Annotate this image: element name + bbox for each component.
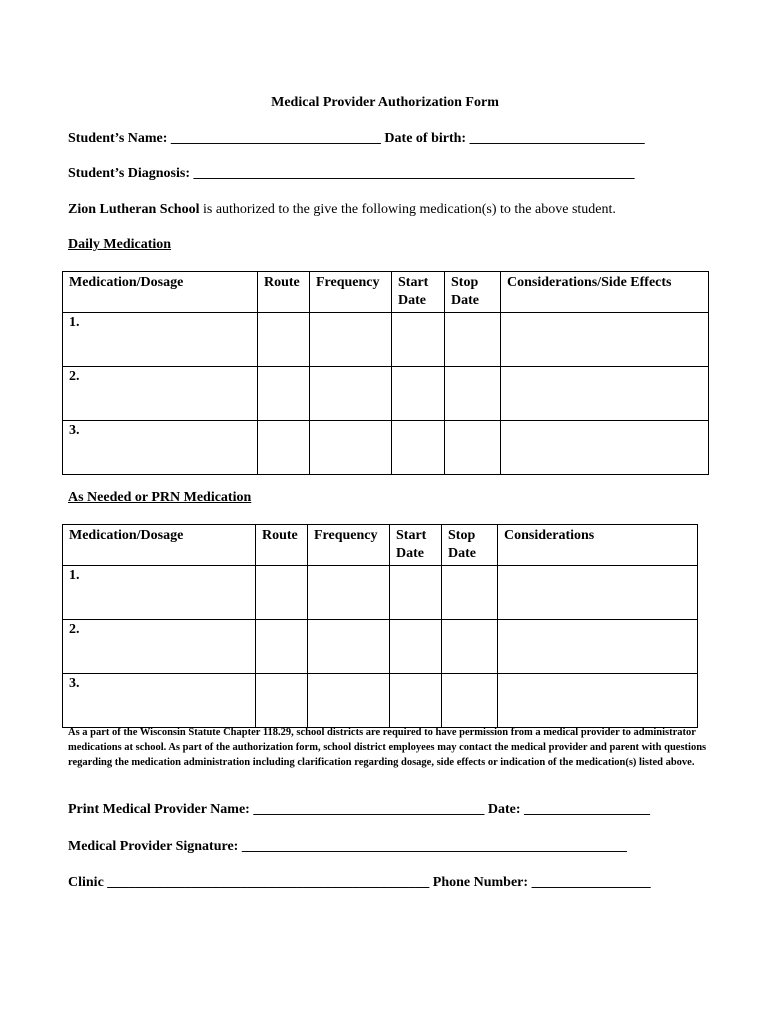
table-row [63, 367, 709, 421]
frequency-cell[interactable] [308, 566, 390, 620]
medication-cell[interactable]: 1. [63, 566, 256, 620]
start-date-cell[interactable] [392, 313, 445, 367]
provider-name-row [68, 802, 650, 818]
stop-date-cell[interactable] [442, 566, 498, 620]
frequency-cell[interactable] [308, 674, 390, 728]
prn-medication-table [62, 524, 698, 728]
table-row [63, 674, 698, 728]
authorization-statement [68, 202, 616, 218]
authorization-text: is authorized to the give the following medication(s) to the above student. [199, 202, 616, 217]
student-name-field[interactable]: ______________________________ [170, 131, 381, 146]
frequency-cell[interactable] [308, 620, 390, 674]
route-cell[interactable] [258, 421, 310, 475]
clinic-field[interactable]: ______________________________________________ [107, 875, 430, 890]
clinic-row [68, 875, 651, 891]
student-name-label: Student’s Name: [68, 131, 168, 146]
route-cell[interactable] [256, 566, 308, 620]
provider-signature-row [68, 839, 627, 855]
start-date-cell[interactable] [390, 566, 442, 620]
daily-medication-heading: Daily Medication [68, 237, 172, 252]
col-route: Route [256, 525, 308, 566]
signature-label: Medical Provider Signature: [68, 839, 239, 854]
medication-cell[interactable]: 2. [63, 367, 258, 421]
phone-field[interactable]: _________________ [531, 875, 651, 890]
frequency-cell[interactable] [310, 421, 392, 475]
start-date-cell[interactable] [390, 620, 442, 674]
considerations-cell[interactable] [501, 421, 709, 475]
table-row [63, 421, 709, 475]
table-row [63, 313, 709, 367]
considerations-cell[interactable] [498, 620, 698, 674]
route-cell[interactable] [256, 620, 308, 674]
route-cell[interactable] [258, 367, 310, 421]
route-cell[interactable] [256, 674, 308, 728]
provider-name-field[interactable]: _________________________________ [253, 802, 485, 817]
dob-field[interactable]: _________________________ [469, 131, 645, 146]
clinic-label: Clinic [68, 875, 104, 890]
form-title: Medical Provider Authorization Form [271, 95, 499, 110]
start-date-cell[interactable] [390, 674, 442, 728]
frequency-cell[interactable] [310, 313, 392, 367]
col-stop-date: Stop Date [445, 272, 501, 313]
medication-cell[interactable]: 3. [63, 674, 256, 728]
table-header-row [63, 525, 698, 566]
start-date-cell[interactable] [392, 367, 445, 421]
medication-cell[interactable]: 1. [63, 313, 258, 367]
statute-notice: As a part of the Wisconsin Statute Chapter 118.29, school districts are required to have permission from a medical provider to administrator medications at school. As part of the authorization form, school district employees may contact the medical provider and parent with questions regarding the medication administration including clarification regarding dosage, side effects or indication of the medication(s) listed above. [68, 727, 707, 768]
medication-cell[interactable]: 3. [63, 421, 258, 475]
table-row [63, 566, 698, 620]
date-field[interactable]: __________________ [523, 802, 650, 817]
frequency-cell[interactable] [310, 367, 392, 421]
diagnosis-label: Student’s Diagnosis: [68, 166, 191, 181]
col-stop-date: Stop Date [442, 525, 498, 566]
col-frequency: Frequency [310, 272, 392, 313]
student-name-row [68, 131, 645, 147]
route-cell[interactable] [258, 313, 310, 367]
daily-medication-table [62, 271, 709, 475]
col-start-date: Start Date [390, 525, 442, 566]
diagnosis-row [68, 166, 635, 182]
col-medication-dosage: Medication/Dosage [63, 272, 258, 313]
considerations-cell[interactable] [498, 674, 698, 728]
stop-date-cell[interactable] [442, 674, 498, 728]
stop-date-cell[interactable] [445, 313, 501, 367]
school-name: Zion Lutheran School [68, 202, 200, 217]
dob-label: Date of birth: [384, 131, 467, 146]
medication-cell[interactable]: 2. [63, 620, 256, 674]
provider-name-label: Print Medical Provider Name: [68, 802, 250, 817]
stop-date-cell[interactable] [445, 367, 501, 421]
col-frequency: Frequency [308, 525, 390, 566]
signature-field[interactable]: _______________________________________________________ [241, 839, 627, 854]
col-route: Route [258, 272, 310, 313]
stop-date-cell[interactable] [445, 421, 501, 475]
diagnosis-field[interactable]: _______________________________________________________________ [193, 166, 635, 181]
stop-date-cell[interactable] [442, 620, 498, 674]
considerations-cell[interactable] [501, 367, 709, 421]
col-considerations: Considerations/Side Effects [501, 272, 709, 313]
considerations-cell[interactable] [498, 566, 698, 620]
table-row [63, 620, 698, 674]
phone-label: Phone Number: [432, 875, 529, 890]
col-considerations: Considerations [498, 525, 698, 566]
considerations-cell[interactable] [501, 313, 709, 367]
table-header-row [63, 272, 709, 313]
start-date-cell[interactable] [392, 421, 445, 475]
col-medication-dosage: Medication/Dosage [63, 525, 256, 566]
col-start-date: Start Date [392, 272, 445, 313]
prn-medication-heading: As Needed or PRN Medication [68, 490, 252, 505]
date-label: Date: [487, 802, 521, 817]
